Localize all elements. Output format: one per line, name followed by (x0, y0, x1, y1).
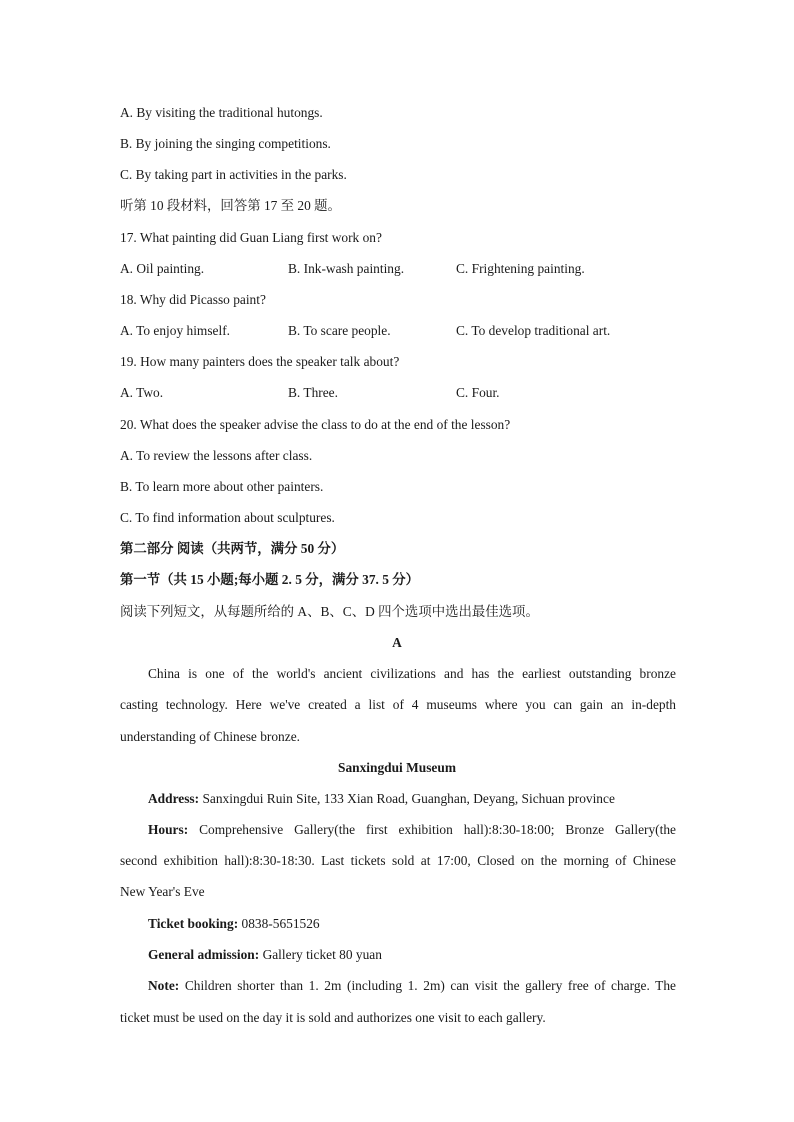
booking-value: 0838-5651526 (238, 916, 320, 931)
note-value-1: Children shorter than 1. 2m (including 1. 2m) can visit the gallery free of charge. The (179, 978, 676, 993)
intro-line-3: understanding of Chinese bronze. (120, 729, 300, 744)
admission-value: Gallery ticket 80 yuan (259, 947, 382, 962)
museum-hours-line-3: New Year's Eve (120, 884, 205, 899)
intro-line-1: China is one of the world's ancient civilizations and has the earliest outstanding bronze (148, 666, 676, 681)
q17-question: 17. What painting did Guan Liang first work on? (120, 230, 382, 245)
q16-option-b: B. By joining the singing competitions. (120, 136, 331, 151)
q20-question: 20. What does the speaker advise the class to do at the end of the lesson? (120, 417, 511, 432)
museum-booking (148, 916, 320, 932)
q18-options (0, 323, 794, 339)
museum-name: Sanxingdui Museum (338, 760, 456, 775)
q18-option-c: C. To develop traditional art. (456, 323, 611, 338)
address-value: Sanxingdui Ruin Site, 133 Xian Road, Guanghan, Deyang, Sichuan province (199, 791, 615, 806)
museum-hours-line-1 (120, 822, 676, 838)
q18-option-a: A. To enjoy himself. (120, 323, 231, 338)
museum-note-line-1 (120, 978, 676, 994)
q17-options (0, 261, 794, 277)
q19-option-c: C. Four. (456, 385, 500, 400)
q19-option-b: B. Three. (288, 385, 338, 400)
q17-option-c: C. Frightening painting. (456, 261, 585, 276)
note-label: Note: (148, 978, 180, 993)
hours-label: Hours: (148, 822, 189, 837)
q17-option-b: B. Ink-wash painting. (288, 261, 405, 276)
booking-label: Ticket booking: (148, 916, 239, 931)
section1-heading: 第一节（共 15 小题;每小题 2. 5 分，满分 37. 5 分） (120, 572, 420, 587)
section10-instruction: 听第 10 段材料，回答第 17 至 20 题。 (120, 198, 341, 213)
museum-note-line-2: ticket must be used on the day it is sold and authorizes one visit to each gallery. (120, 1010, 546, 1025)
q20-option-b: B. To learn more about other painters. (120, 479, 324, 494)
q17-option-a: A. Oil painting. (120, 261, 205, 276)
museum-admission (148, 947, 382, 963)
q19-option-a: A. Two. (120, 385, 164, 400)
q20-option-c: C. To find information about sculptures. (120, 510, 335, 525)
q20-option-a: A. To review the lessons after class. (120, 448, 313, 463)
hours-value-1: Comprehensive Gallery(the first exhibition hall):8:30-18:00; Bronze Gallery(the (188, 822, 676, 837)
q19-question: 19. How many painters does the speaker talk about? (120, 354, 400, 369)
passage-letter: A (392, 635, 402, 650)
museum-address (148, 791, 615, 807)
intro-line-2: casting technology. Here we've created a list of 4 museums where you can gain an in-depth (120, 697, 676, 712)
q18-option-b: B. To scare people. (288, 323, 391, 338)
reading-instruction: 阅读下列短文，从每题所给的 A、B、C、D 四个选项中选出最佳选项。 (120, 604, 539, 619)
q16-option-c: C. By taking part in activities in the parks. (120, 167, 347, 182)
museum-hours-line-2: second exhibition hall):8:30-18:30. Last tickets sold at 17:00, Closed on the morning of Chinese (120, 853, 676, 868)
q16-option-a: A. By visiting the traditional hutongs. (120, 105, 323, 120)
admission-label: General admission: (148, 947, 260, 962)
address-label: Address: (148, 791, 200, 806)
q19-options (0, 385, 794, 401)
q18-question: 18. Why did Picasso paint? (120, 292, 266, 307)
part2-heading: 第二部分 阅读（共两节，满分 50 分） (120, 541, 345, 556)
